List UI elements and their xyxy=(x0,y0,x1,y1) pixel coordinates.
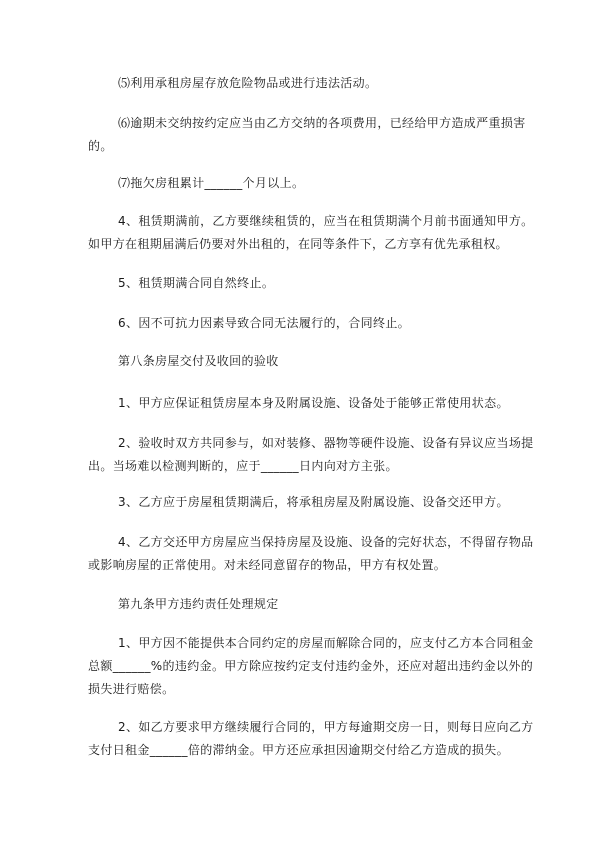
article-9-heading: 第九条甲方违约责任处理规定 xyxy=(118,597,279,611)
article-8-item-1: 1、甲方应保证租赁房屋本身及附属设施、设备处于能够正常使用状态。 xyxy=(118,396,509,410)
article-8-item-2: 2、验收时双方共同参与，如对装修、器物等硬件设施、设备有异议应当场提出。当场难以检测判断的，应于______日内向对方主张。 xyxy=(88,436,534,473)
force-majeure-clause: 6、因不可抗力因素导致合同无法履行的，合同终止。 xyxy=(118,316,411,330)
renewal-notice-clause: 4、租赁期满前，乙方要继续租赁的，应当在租赁期满个月前书面通知甲方。如甲方在租期届满后仍要对外出租的，在同等条件下，乙方享有优先承租权。 xyxy=(88,214,534,251)
article-8-item-4: 4、乙方交还甲方房屋应当保持房屋及设施、设备的完好状态，不得留存物品或影响房屋的正常使用。对未经同意留存的物品，甲方有权处置。 xyxy=(88,535,534,572)
article-8-item-3: 3、乙方应于房屋租赁期满后，将承租房屋及附属设施、设备交还甲方。 xyxy=(118,495,509,509)
article-8-heading: 第八条房屋交付及收回的验收 xyxy=(118,354,279,368)
clause-item-5: ⑸利用承租房屋存放危险物品或进行违法活动。 xyxy=(118,76,378,90)
clause-item-7: ⑺拖欠房租累计______个月以上。 xyxy=(118,176,305,190)
article-9-item-2: 2、如乙方要求甲方继续履行合同的，甲方每逾期交房一日，则每日应向乙方支付日租金______倍的滞纳金。甲方还应承担因逾期交付给乙方造成的损失。 xyxy=(88,720,534,757)
lease-expiry-clause: 5、租赁期满合同自然终止。 xyxy=(118,276,275,290)
article-9-item-1: 1、甲方因不能提供本合同约定的房屋而解除合同的，应支付乙方本合同租金总额______%的违约金。甲方除应按约定支付违约金外，还应对超出违约金以外的损失进行赔偿。 xyxy=(88,636,534,696)
clause-item-6: ⑹逾期未交纳按约定应当由乙方交纳的各项费用，已经给甲方造成严重损害的。 xyxy=(88,116,526,153)
